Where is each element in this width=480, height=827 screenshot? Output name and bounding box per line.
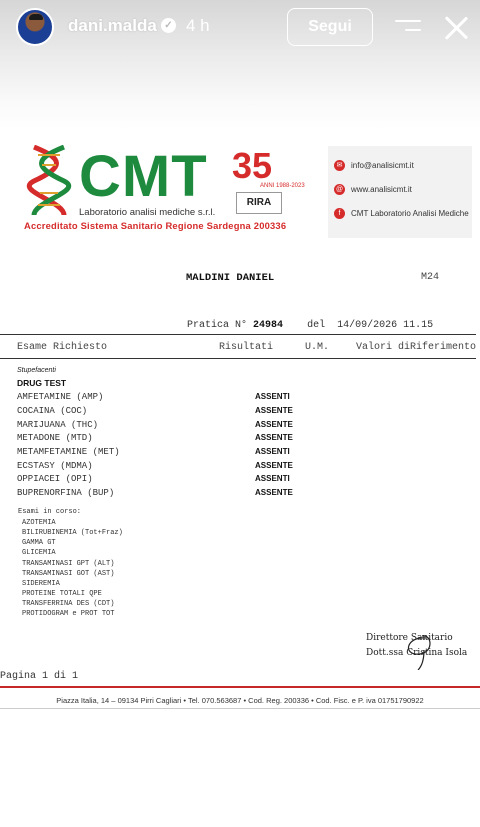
footer-divider [0,686,480,688]
rira-badge: RIRA [236,192,282,214]
story-header [0,0,480,56]
test-name: METADONE (MTD) [17,433,93,443]
date-label: del [307,320,326,331]
contact-web-text: www.analisicmt.it [351,184,412,194]
group-title: DRUG TEST [17,378,67,388]
anniversary-label: ANNI 1988-2023 [260,183,305,189]
contact-box [328,146,472,238]
table-row [17,392,307,405]
post-time: 4 h [186,16,210,35]
footer-divider [0,708,480,709]
contact-facebook-text: CMT Laboratorio Analisi Mediche [351,208,469,218]
section-label: Stupefacenti [17,367,56,374]
test-result: ASSENTI [255,447,290,456]
test-name: ECSTASY (MDMA) [17,461,93,471]
column-header-reference: Valori diRiferimento [356,342,477,353]
list-item: PROTEINE TOTALI QPE [22,590,102,598]
divider [0,358,476,359]
test-name: COCAINA (COC) [17,406,88,416]
list-item: PROTIDOGRAM e PROT TOT [22,610,115,618]
test-result: ASSENTE [255,406,293,415]
signature-scribble-icon [396,630,446,670]
test-result: ASSENTE [255,420,293,429]
web-icon: @ [335,185,344,193]
column-header-exam: Esame Richiesto [17,342,108,353]
avatar[interactable] [16,8,54,46]
test-name: OPPIACEI (OPI) [17,474,93,484]
list-item: AZOTEMIA [22,519,56,527]
table-row [17,461,307,474]
contact-web [334,182,412,196]
test-name: METAMFETAMINE (MET) [17,447,120,457]
column-header-unit: U.M. [305,342,330,353]
follow-button[interactable]: Segui [287,8,373,46]
table-row [17,447,307,460]
lab-logo [24,145,324,235]
report-date: 14/09/2026 11.15 [337,320,434,331]
test-result: ASSENTE [255,461,293,470]
column-header-results: Risultati [219,342,274,353]
contact-facebook [334,206,469,220]
divider [0,334,476,335]
table-row [17,488,307,501]
list-item: SIDEREMIA [22,580,60,588]
close-icon[interactable] [442,14,470,42]
lab-subtitle: Laboratorio analisi mediche s.r.l. [79,207,216,218]
list-item: BILIRUBINEMIA (Tot+Fraz) [22,529,123,537]
test-name: AMFETAMINE (AMP) [17,392,104,402]
list-item: GLICEMIA [22,549,56,557]
table-row [17,433,307,446]
contact-email-text: info@analisicmt.it [351,160,414,170]
contact-email [334,158,414,172]
pratica-row [187,320,433,331]
dna-helix-icon [24,145,74,217]
test-result: ASSENTE [255,433,293,442]
facebook-icon: f [334,208,345,219]
signature-name: Dott.ssa Cristina Isola [366,648,468,658]
test-name: BUPRENORFINA (BUP) [17,488,115,498]
table-row [17,420,307,433]
list-item: TRANSAMINASI GOT (AST) [22,570,115,578]
pratica-number: 24984 [253,320,284,331]
menu-icon[interactable] [395,18,421,36]
pending-title: Esami in corso: [18,508,82,516]
email-icon: ✉ [334,160,345,171]
table-row [17,406,307,419]
list-item: TRANSFERRINA DES (CDT) [22,600,115,608]
brand-name: CMT [79,144,208,209]
signature-title: Direttore Sanitario [366,633,453,643]
patient-code: M24 [421,272,440,283]
test-result: ASSENTI [255,392,290,401]
list-item: TRANSAMINASI GPT (ALT) [22,560,115,568]
table-row [17,474,307,487]
verified-check-icon: ✓ [161,18,176,33]
test-result: ASSENTI [255,474,290,483]
list-item: GAMMA GT [22,539,56,547]
footer-address: Piazza Italia, 14 – 09134 Pirri Cagliari • Tel. 070.563687 • Cod. Reg. 200336 • Cod. Fisc. e P. iva 01751790922 [56,696,424,705]
accreditation-text: Accreditato Sistema Sanitario Regione Sardegna 200336 [24,220,287,231]
page-number: Pagina 1 di 1 [0,671,79,682]
patient-name: MALDINI DANIEL [186,272,275,284]
test-name: MARIJUANA (THC) [17,420,99,430]
pratica-label: Pratica N° [187,320,248,331]
lab-report-document [0,130,480,730]
anniversary-number: 35 [232,145,273,186]
username[interactable]: dani.malda [68,16,157,35]
test-result: ASSENTE [255,488,293,497]
